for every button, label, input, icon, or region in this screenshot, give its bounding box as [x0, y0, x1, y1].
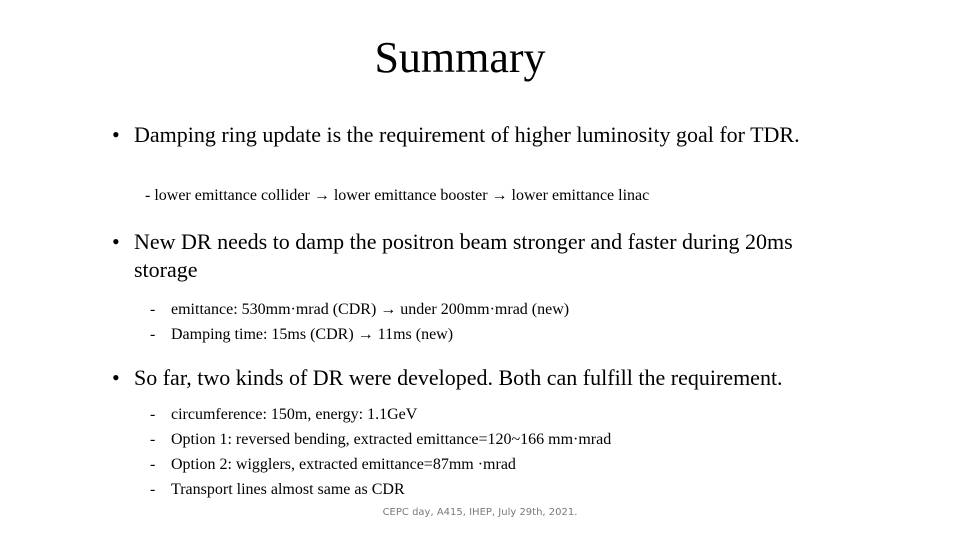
- bullet-text: New DR needs to damp the positron beam stronger and faster during 20ms storage: [134, 229, 793, 282]
- bullet-item: [112, 364, 892, 392]
- dash-marker: -: [150, 481, 156, 498]
- slide-title: Summary: [374, 33, 546, 82]
- dash-marker: -: [150, 406, 156, 423]
- footer-text: CEPC day, A415, IHEP, July 29th, 2021.: [382, 507, 578, 518]
- bullet-text: So far, two kinds of DR were developed. Both can fulfill the requirement.: [134, 365, 783, 390]
- bullet-marker: •: [112, 229, 120, 254]
- dash-marker: -: [150, 431, 156, 448]
- sub-note: - lower emittance collider → lower emittance booster → lower emittance linac: [145, 187, 650, 204]
- dash-marker: -: [150, 326, 156, 343]
- sub-item-text: Damping time: 15ms (CDR) → 11ms (new): [171, 326, 454, 343]
- slide-footer: [0, 507, 960, 518]
- sub-item-text: emittance: 530mm·mrad (CDR) → under 200mm·mrad (new): [171, 301, 570, 318]
- bullet-marker: •: [112, 122, 120, 147]
- sub-item-text: Transport lines almost same as CDR: [171, 481, 405, 498]
- bullet-item: [112, 121, 892, 149]
- sub-item-text: circumference: 150m, energy: 1.1GeV: [171, 406, 418, 423]
- dash-marker: -: [150, 301, 156, 318]
- bullet-marker: •: [112, 365, 120, 390]
- sub-item-text: Option 2: wigglers, extracted emittance=87mm ·mrad: [171, 456, 516, 473]
- sub-item-text: Option 1: reversed bending, extracted emittance=120~166 mm·mrad: [171, 431, 612, 448]
- dash-marker: -: [150, 456, 156, 473]
- bullet-text: Damping ring update is the requirement of higher luminosity goal for TDR.: [134, 122, 800, 147]
- bullet-item: [112, 228, 832, 284]
